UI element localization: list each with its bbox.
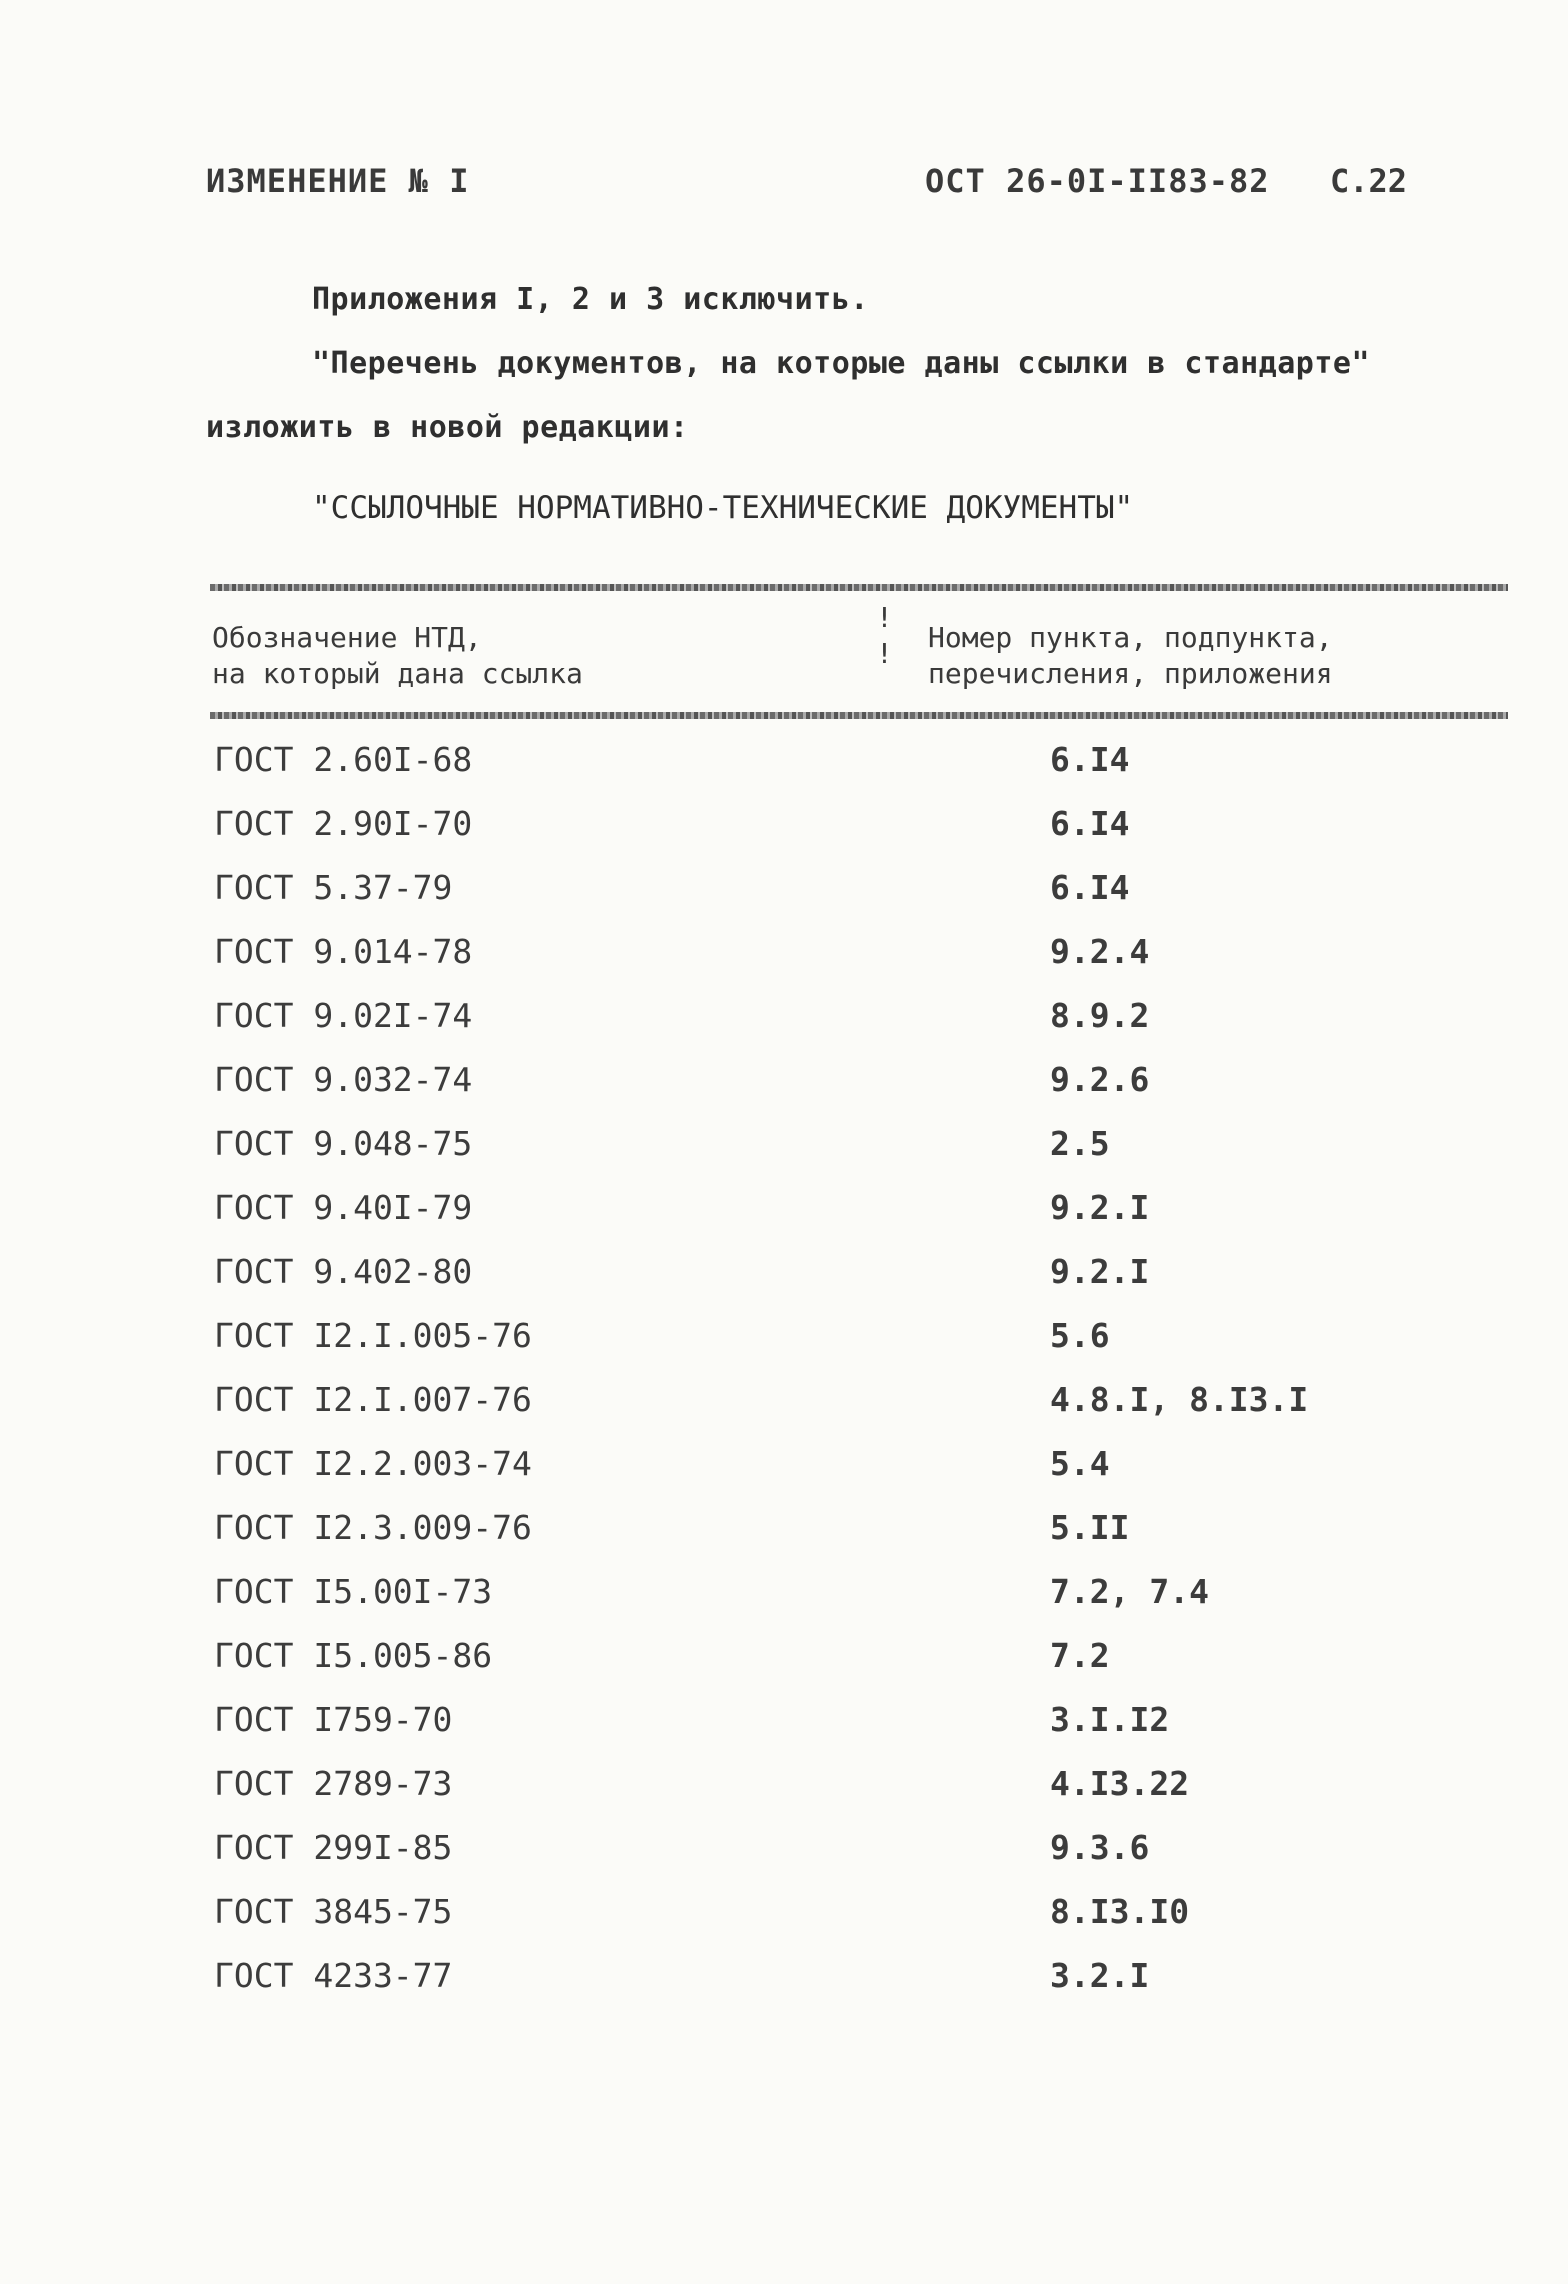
column-header-document: Обозначение НТД, на который дана ссылка [212,621,583,690]
clause-reference: 6.I4 [1050,740,1130,779]
standard-designation: ОСТ 26-0I-II83-82 [925,162,1270,200]
clause-reference: 5.6 [1050,1316,1110,1355]
table-row [0,1572,1568,1636]
clause-reference: 9.3.6 [1050,1828,1150,1867]
amendment-number: ИЗМЕНЕНИЕ № I [206,162,470,200]
clause-reference: 9.2.4 [1050,932,1150,971]
table-title: "ССЫЛОЧНЫЕ НОРМАТИВНО-ТЕХНИЧЕСКИЕ ДОКУМЕНТЫ" [312,490,1134,526]
document-designation: ГОСТ 2.60I-68 [214,740,473,779]
table-header-rule [210,712,1508,719]
document-designation: ГОСТ 299I-85 [214,1828,453,1867]
table-row [0,1636,1568,1700]
column-separator: ! ! [876,601,893,670]
document-designation: ГОСТ 4233-77 [214,1956,453,1995]
clause-reference: 4.I3.22 [1050,1764,1190,1803]
document-designation: ГОСТ I2.I.007-76 [214,1380,532,1419]
document-designation: ГОСТ I759-70 [214,1700,453,1739]
table-row [0,868,1568,932]
table-row [0,1956,1568,2020]
document-designation: ГОСТ 5.37-79 [214,868,453,907]
table-row [0,1892,1568,1956]
clause-reference: 8.9.2 [1050,996,1150,1035]
table-row [0,932,1568,996]
table-row [0,804,1568,868]
document-designation: ГОСТ I2.2.003-74 [214,1444,532,1483]
paragraph-exclude-appendices: Приложения I, 2 и 3 исключить. [312,282,869,317]
document-designation: ГОСТ I5.005-86 [214,1636,493,1675]
table-row [0,1316,1568,1380]
table-row [0,1508,1568,1572]
document-designation: ГОСТ 9.032-74 [214,1060,473,1099]
clause-reference: 6.I4 [1050,804,1130,843]
table-row [0,1444,1568,1508]
document-designation: ГОСТ I2.I.005-76 [214,1316,532,1355]
clause-reference: 9.2.I [1050,1188,1150,1227]
table-row [0,1060,1568,1124]
clause-reference: 9.2.I [1050,1252,1150,1291]
document-designation: ГОСТ 3845-75 [214,1892,453,1931]
paragraph-new-edition: изложить в новой редакции: [206,410,689,445]
clause-reference: 3.I.I2 [1050,1700,1170,1739]
clause-reference: 4.8.I, 8.I3.I [1050,1380,1309,1419]
document-designation: ГОСТ 2789-73 [214,1764,453,1803]
document-designation: ГОСТ 9.014-78 [214,932,473,971]
table-row [0,1380,1568,1444]
clause-reference: 5.4 [1050,1444,1110,1483]
table-row [0,1188,1568,1252]
document-designation: ГОСТ 2.90I-70 [214,804,473,843]
table-top-rule [210,584,1508,591]
document-designation: ГОСТ 9.402-80 [214,1252,473,1291]
document-designation: ГОСТ 9.048-75 [214,1124,473,1163]
table-row [0,996,1568,1060]
document-designation: ГОСТ 9.40I-79 [214,1188,473,1227]
paragraph-list-title: "Перечень документов, на которые даны ссылки в стандарте" [312,346,1371,381]
table-row [0,1124,1568,1188]
table-row [0,1700,1568,1764]
document-designation: ГОСТ 9.02I-74 [214,996,473,1035]
table-row [0,1764,1568,1828]
table-row [0,740,1568,804]
clause-reference: 7.2, 7.4 [1050,1572,1209,1611]
column-header-clause: Номер пункта, подпункта, перечисления, приложения [928,621,1333,690]
clause-reference: 8.I3.I0 [1050,1892,1190,1931]
clause-reference: 9.2.6 [1050,1060,1150,1099]
clause-reference: 6.I4 [1050,868,1130,907]
clause-reference: 2.5 [1050,1124,1110,1163]
table-row [0,1828,1568,1892]
clause-reference: 7.2 [1050,1636,1110,1675]
table-row [0,1252,1568,1316]
page-number: С.22 [1330,162,1408,200]
document-designation: ГОСТ I5.00I-73 [214,1572,493,1611]
document-designation: ГОСТ I2.3.009-76 [214,1508,532,1547]
clause-reference: 3.2.I [1050,1956,1150,1995]
clause-reference: 5.II [1050,1508,1130,1547]
